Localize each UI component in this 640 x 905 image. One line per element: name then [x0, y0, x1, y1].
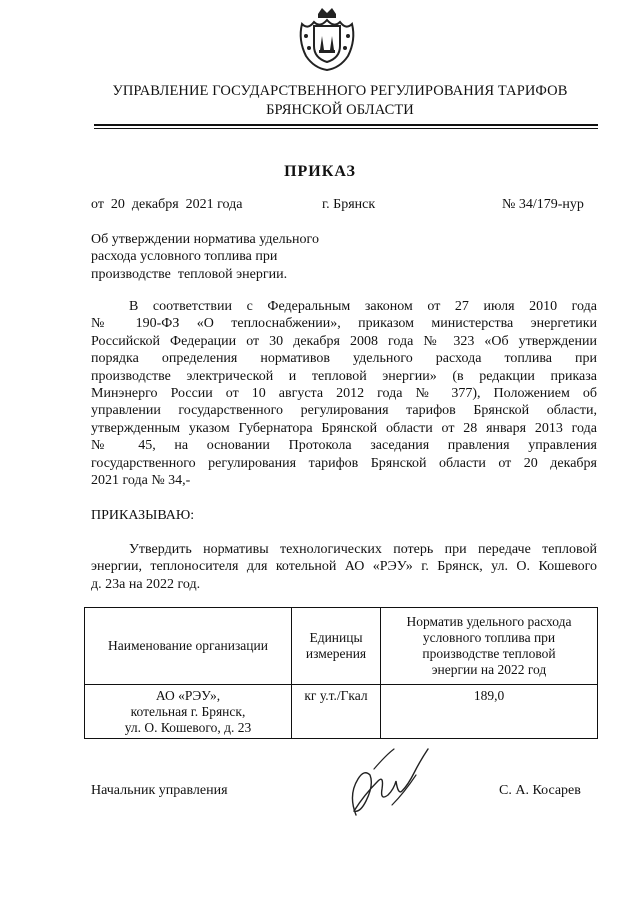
document-date: от 20 декабря 2021 года	[91, 197, 243, 212]
header-divider-thin	[94, 128, 598, 129]
header-divider-thick	[94, 124, 598, 126]
cell-organization	[85, 685, 292, 739]
preamble-line: В соответствии с Федеральным законом от 27 июля 2010 года	[129, 299, 597, 314]
instruction-line: д. 23а на 2022 год.	[91, 576, 201, 592]
preamble-line: № 190-ФЗ «О теплоснабжении», приказом министерства энергетики	[91, 316, 597, 332]
cell-organization-line: ул. О. Кошевого, д. 23	[124, 720, 252, 735]
org-name-line2: БРЯНСКОЙ ОБЛАСТИ	[266, 102, 414, 118]
header-units	[292, 608, 381, 685]
cell-organization-line: АО «РЭУ»,	[155, 688, 221, 703]
header-organization-label: Наименование организации	[108, 638, 268, 653]
preamble-line: производстве электрической и тепловой энергии» (в редакции приказа	[91, 368, 597, 384]
header-norm-line: производстве тепловой	[422, 646, 556, 661]
preamble-line: утвержденным указом Губернатора Брянской области от 28 января 2013 года	[91, 420, 597, 436]
subject-line: Об утверждении норматива удельного	[91, 232, 319, 247]
cell-unit-value: кг у.т./Гкал	[304, 688, 368, 703]
preamble-paragraph	[91, 298, 597, 489]
subject-line: расхода условного топлива при	[91, 249, 278, 265]
cell-organization-line: котельная г. Брянск,	[130, 704, 246, 719]
norm-table	[84, 607, 598, 739]
preamble-line: Минэнерго России от 10 августа 2012 года № 377), Положением об	[91, 386, 597, 402]
cell-norm-value	[381, 685, 598, 739]
signer-title: Начальник управления	[91, 783, 228, 798]
cell-norm-number: 189,0	[473, 688, 505, 703]
header-norm-line: энергии на 2022 год	[431, 662, 547, 677]
signature-icon	[334, 745, 434, 823]
signer-name: С. А. Косарев	[499, 783, 581, 798]
document-city: г. Брянск	[322, 197, 376, 212]
preamble-line: 2021 года № 34,-	[91, 473, 191, 489]
preamble-line: № 45, на основании Протокола заседания правления управления	[91, 438, 597, 454]
document-subject	[91, 231, 391, 283]
header-norm	[381, 608, 598, 685]
header-norm-line: условного топлива при	[422, 630, 556, 645]
document-title: ПРИКАЗ	[284, 163, 356, 180]
header-norm-line: Норматив удельного расхода	[406, 614, 572, 629]
table-header-row	[85, 608, 598, 685]
subject-line: производстве тепловой энергии.	[91, 266, 288, 282]
header-units-line: Единицы	[309, 630, 363, 645]
preamble-line: порядка определения нормативов удельного расхода топлива при	[91, 351, 597, 367]
coat-of-arms-icon	[296, 6, 358, 72]
org-name-line1: УПРАВЛЕНИЕ ГОСУДАРСТВЕННОГО РЕГУЛИРОВАНИЯ ТАРИФОВ	[112, 83, 568, 99]
order-word: ПРИКАЗЫВАЮ:	[91, 508, 195, 523]
instruction-line: энергии, теплоносителя для котельной АО «РЭУ» г. Брянск, ул. О. Кошевого	[91, 559, 597, 575]
instruction-paragraph	[91, 541, 597, 593]
preamble-line: управлении государственного регулирования тарифов Брянской области,	[91, 403, 597, 419]
preamble-line: государственного регулирования тарифов Брянской области от 20 декабря	[91, 455, 597, 471]
document-number: № 34/179-нур	[502, 197, 584, 212]
header-organization	[85, 608, 292, 685]
table-row	[85, 685, 598, 739]
preamble-line: Российской Федерации от 30 декабря 2008 года № 323 «Об утверждении	[91, 333, 597, 349]
header-units-line: измерения	[305, 646, 367, 661]
cell-unit	[292, 685, 381, 739]
instruction-line: Утвердить нормативы технологических потерь при передаче тепловой	[129, 542, 597, 557]
